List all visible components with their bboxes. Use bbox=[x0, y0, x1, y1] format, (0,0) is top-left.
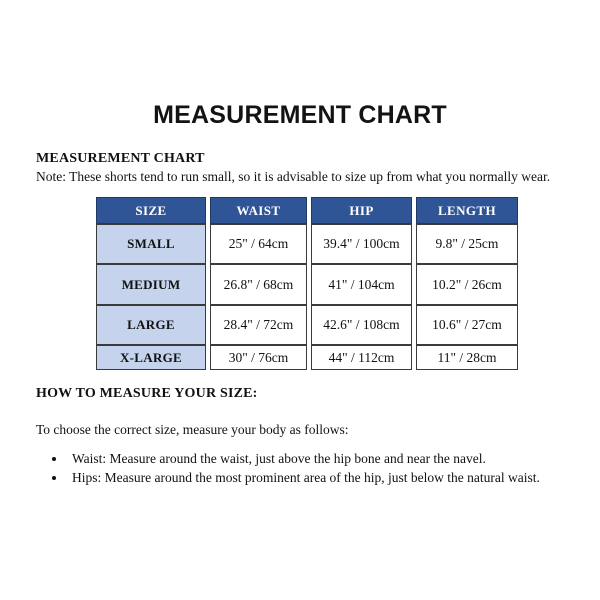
hip-value-cell: 44" / 112cm bbox=[311, 345, 412, 370]
how-to-measure-intro: To choose the correct size, measure your body as follows: bbox=[36, 422, 349, 437]
sizing-note: Note: These shorts tend to run small, so it is advisable to size up from what you normally wear. bbox=[36, 169, 551, 184]
waist-value-cell: 25" / 64cm bbox=[210, 224, 307, 264]
header-hip: HIP bbox=[311, 197, 412, 224]
hip-value-cell: 42.6" / 108cm bbox=[311, 305, 412, 345]
header-size: SIZE bbox=[96, 197, 206, 224]
waist-value-cell: 28.4" / 72cm bbox=[210, 305, 307, 345]
table-row bbox=[96, 224, 518, 264]
measurement-table bbox=[92, 197, 522, 370]
length-value-cell: 10.2" / 26cm bbox=[416, 264, 518, 305]
table-header-row bbox=[96, 197, 518, 224]
waist-value-cell: 26.8" / 68cm bbox=[210, 264, 307, 305]
size-label-cell: LARGE bbox=[96, 305, 206, 345]
length-value-cell: 11" / 28cm bbox=[416, 345, 518, 370]
measure-instructions-list bbox=[36, 449, 600, 487]
waist-value-cell: 30" / 76cm bbox=[210, 345, 307, 370]
header-length: LENGTH bbox=[416, 197, 518, 224]
section-heading: MEASUREMENT CHART bbox=[36, 151, 205, 166]
how-to-measure-heading: HOW TO MEASURE YOUR SIZE: bbox=[36, 386, 258, 401]
hip-value-cell: 41" / 104cm bbox=[311, 264, 412, 305]
table-row bbox=[96, 305, 518, 345]
size-label-cell: X-LARGE bbox=[96, 345, 206, 370]
table-row bbox=[96, 345, 518, 370]
size-label-cell: SMALL bbox=[96, 224, 206, 264]
page-title: MEASUREMENT CHART bbox=[153, 101, 447, 129]
hip-value-cell: 39.4" / 100cm bbox=[311, 224, 412, 264]
header-waist: WAIST bbox=[210, 197, 307, 224]
length-value-cell: 10.6" / 27cm bbox=[416, 305, 518, 345]
length-value-cell: 9.8" / 25cm bbox=[416, 224, 518, 264]
table-row bbox=[96, 264, 518, 305]
list-item-waist: • Waist: Measure around the waist, just above the hip bone and near the navel. bbox=[67, 449, 600, 468]
list-item-hips: • Hips: Measure around the most prominent area of the hip, just below the natural waist. bbox=[67, 468, 600, 487]
size-label-cell: MEDIUM bbox=[96, 264, 206, 305]
